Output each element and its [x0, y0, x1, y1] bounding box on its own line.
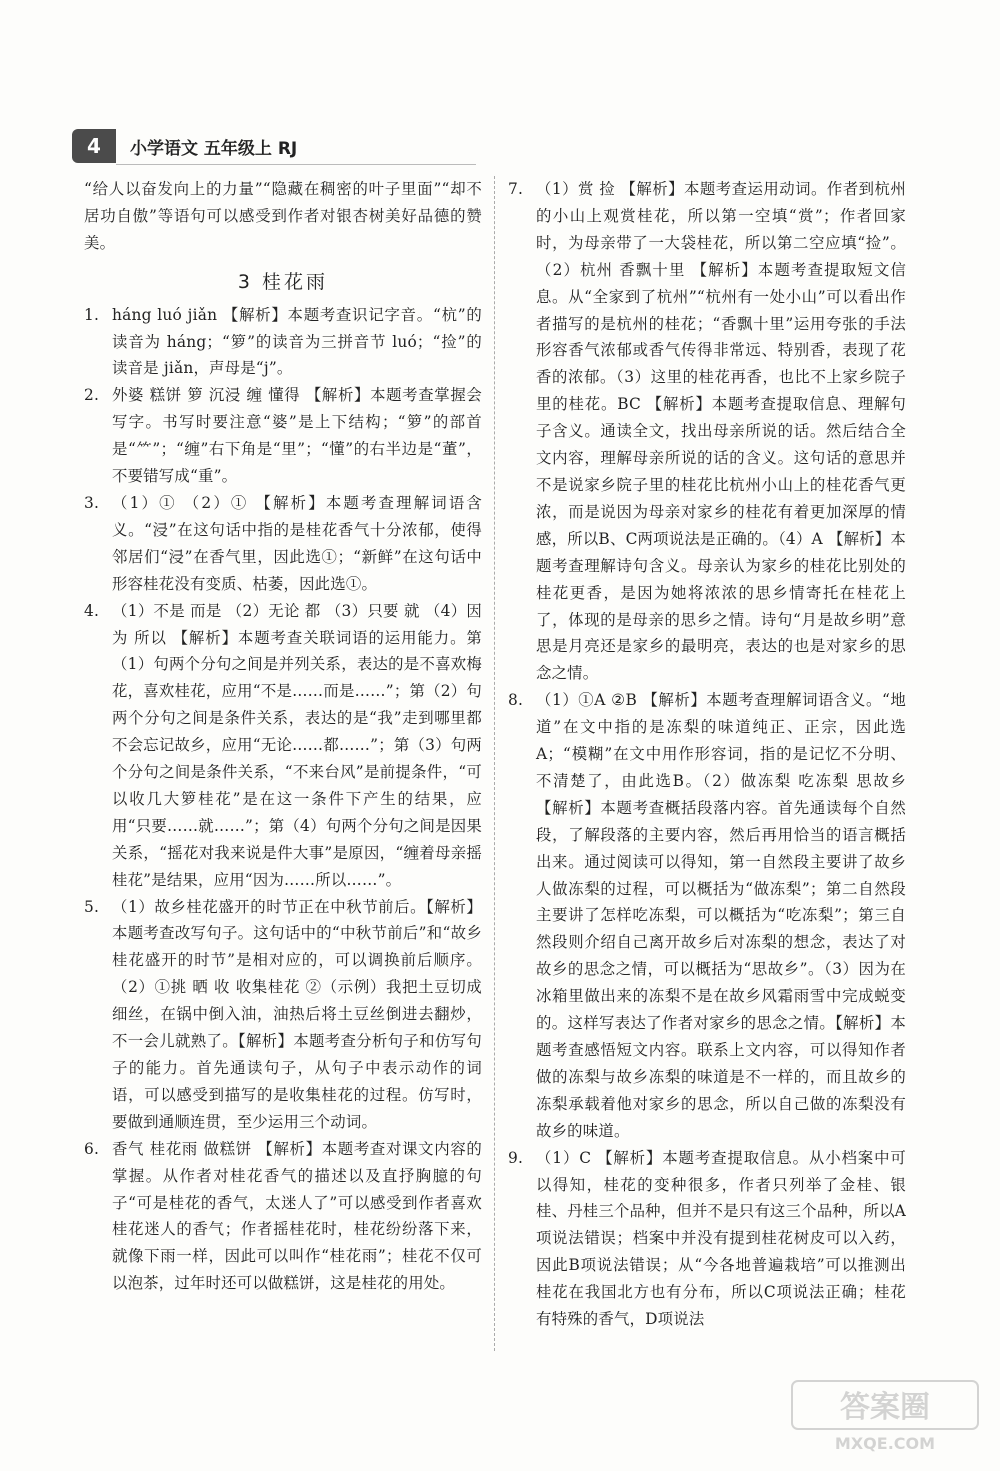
- page-header: [72, 128, 297, 164]
- item-text: 香气 桂花雨 做糕饼 【解析】本题考查对课文内容的掌握。从作者对桂花香气的描述以及直抒胸臆的句子“可是桂花的香气，太迷人了”可以感受到作者喜欢桂花迷人的香气；作者摇桂花时，桂花纷纷落下来，就像下雨一样，因此可以叫作“桂花雨”；桂花不仅可以泡茶，过年时还可以做糕饼，这是桂花的用处。: [112, 1139, 482, 1293]
- answer-item-6: [84, 1136, 482, 1297]
- column-divider: [494, 176, 495, 1351]
- item-text: 外婆 糕饼 箩 沉浸 缠 懂得 【解析】本题考查掌握会写字。书写时要注意“婆”是上下结构；“箩”的部首是“⺮”；“缠”右下角是“里”；“懂”的右半边是“董”，不要错写成“重”。: [112, 386, 482, 486]
- answer-item-1: [84, 302, 482, 383]
- watermark-logo: [790, 1379, 980, 1455]
- item-number: 7.: [508, 180, 524, 198]
- item-text: háng luó jiǎn 【解析】本题考查识记字音。“杭”的读音为 háng；“箩”的读音为三拼音节 luó；“捡”的读音是 jiǎn，声母是“j”。: [112, 305, 482, 378]
- watermark-url: MXQE.COM: [834, 1434, 936, 1453]
- item-number: 8.: [508, 691, 524, 710]
- right-column: [508, 176, 906, 1333]
- item-number: 2.: [84, 386, 100, 405]
- item-number: 5.: [84, 897, 100, 916]
- header-rule: [116, 164, 476, 165]
- item-text: （1）① （2）① 【解析】本题考查理解词语含义。“浸”在这句话中指的是桂花香气十分浓郁，使得邻居们“浸”在香气里，因此选①；“新鲜”在这句话中形容桂花没有变质、枯萎，因此选①。: [112, 493, 482, 593]
- answer-item-9: [508, 1145, 906, 1333]
- item-text: （1）C 【解析】本题考查提取信息。从小档案中可以得知，桂花的变种很多，作者只列举了金桂、银桂、丹桂三个品种，但并不是只有这三个品种，所以A项说法错误；档案中并没有提到桂花树皮可以入药，因此B项说法错误；从“今各地普遍栽培”可以推测出桂花在我国北方也有分布，所以C项说法正确；桂花有特殊的香气，D项说法: [536, 1148, 906, 1329]
- answer-item-8: [508, 687, 906, 1144]
- intro-paragraph: [84, 176, 482, 257]
- item-number: 4.: [84, 601, 100, 620]
- item-text: （1）赏 捡 【解析】本题考查运用动词。作者到杭州的小山上观赏桂花，所以第一空填“赏”；作者回家时，为母亲带了一大袋桂花，所以第二空应填“捡”。（2）杭州 香飘十里 【解析】本题考查提取短文信息。从“全家到了杭州”“杭州有一处小山”可以看出作者描写的是杭州的桂花；“香飘十里”运用夸张的手法形容香气浓郁或香气传得非常远、特别香，表现了花香的浓郁。（3）这里的桂花再香，也比不上家乡院子里的桂花。BC 【解析】本题考查提取信息、理解句子含义。通读全文，找出母亲所说的话。然后结合全文内容，理解母亲所说的话的含义。这句话的意思并不是说家乡院子里的桂花比杭州小山上的桂花香气更浓，而是说因为母亲对家乡的桂花有着更加深厚的情感，所以B、C两项说法是正确的。（4）A 【解析】本题考查理解诗句含义。母亲认为家乡的桂花比别处的桂花更香，是因为她将浓浓的思乡情寄托在桂花上了，体现的是母亲的思乡之情。诗句“月是故乡明”意思是月亮还是家乡的最明亮，表达的也是对家乡的思念之情。: [536, 180, 906, 683]
- item-text: （1）①A ②B 【解析】本题考查理解词语含义。“地道”在文中指的是冻梨的味道纯正、正宗，因此选A；“模糊”在文中用作形容词，指的是记忆不分明、不清楚了，由此选B。（2）做冻梨 吃冻梨 思故乡 【解析】本题考查概括段落内容。首先通读每个自然段，了解段落的主要内容，然后再用恰当的语言概括出来。通过阅读可以得知，第一自然段主要讲了故乡人做冻梨的过程，可以概括为“做冻梨”；第二自然段主要讲了怎样吃冻梨，可以概括为“吃冻梨”；第三自然段则介绍自己离开故乡后对冻梨的想念，表达了对故乡的思念之情，可以概括为“思故乡”。（3）因为在冰箱里做出来的冻梨不是在故乡风霜雨雪中完成蜕变的。这样写表达了作者对家乡的思念之情。【解析】本题考查感悟短文内容。联系上文内容，可以得知作者做的冻梨与故乡冻梨的味道是不一样的，而且故乡的冻梨承载着他对家乡的思念，所以自己做的冻梨没有故乡的味道。: [536, 691, 906, 1140]
- item-number: 3.: [84, 493, 100, 512]
- answer-item-2: [84, 382, 482, 490]
- book-title: 小学语文 五年级上 RJ: [130, 138, 298, 159]
- item-number: 9.: [508, 1148, 524, 1167]
- answer-item-7: [508, 176, 906, 687]
- item-text: （1）故乡桂花盛开的时节正在中秋节前后。【解析】本题考查改写句子。这句话中的“中秋节前后”和“故乡桂花盛开的时节”是相对应的，可以调换前后顺序。（2）①挑 晒 收 收集桂花 ②（示例）我把土豆切成细丝，在锅中倒入油，油热后将土豆丝倒进去翻炒，不一会儿就熟了。【解析】本题考查分析句子和仿写句子的能力。首先通读句子，从句子中表示动作的词语，可以感受到描写的是收集桂花的过程。仿写时，要做到通顺连贯，至少运用三个动词。: [112, 897, 482, 1131]
- answer-item-4: [84, 598, 482, 894]
- watermark-text: 答案圈: [840, 1390, 930, 1425]
- page-number: 4: [72, 129, 116, 163]
- intro-text: “给人以奋发向上的力量”“隐藏在稠密的叶子里面”“却不居功自傲”等语句可以感受到作者对银杏树美好品德的赞美。: [84, 180, 482, 252]
- item-text: （1）不是 而是 （2）无论 都 （3）只要 就 （4）因为 所以 【解析】本题考查关联词语的运用能力。第（1）句两个分句之间是并列关系，表达的是不喜欢梅花，喜欢桂花，应用“不是……而是……”；第（2）句两个分句之间是条件关系，表达的是“我”走到哪里都不会忘记故乡，应用“无论……都……”；第（3）句两个分句之间是条件关系，“不来台风”是前提条件，“可以收几大箩桂花”是在这一条件下产生的结果，应用“只要……就……”；第（4）句两个分句之间是因果关系，“摇花对我来说是件大事”是原因，“缠着母亲摇桂花”是结果，应用“因为……所以……”。: [112, 601, 482, 889]
- answer-item-3: [84, 490, 482, 598]
- left-column: [84, 176, 482, 1297]
- answer-item-5: [84, 894, 482, 1136]
- item-number: 1.: [84, 305, 100, 324]
- section-title: 3 桂花雨: [237, 270, 329, 293]
- item-number: 6.: [84, 1139, 100, 1158]
